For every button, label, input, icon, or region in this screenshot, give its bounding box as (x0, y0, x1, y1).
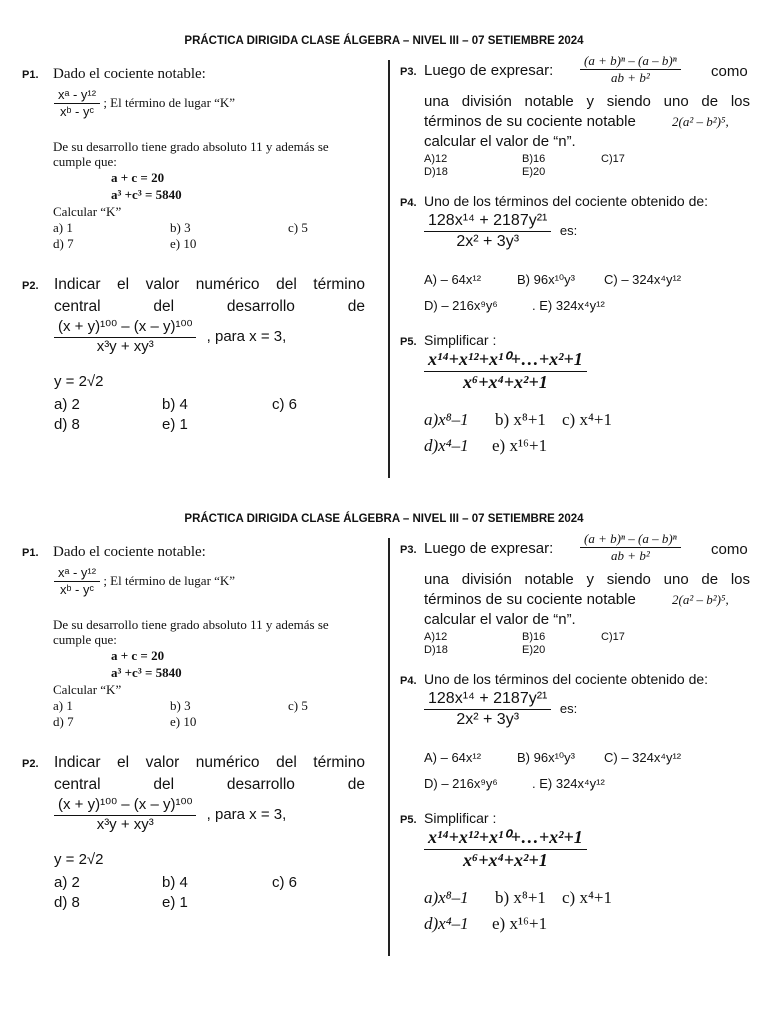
condition-1: a + c = 20 (111, 170, 165, 185)
option-c: c) 5 (288, 698, 308, 713)
worksheet-top (0, 0, 768, 478)
problem-1-question: Calcular “K” (53, 204, 122, 219)
problem-5-line1: Simplificar : (424, 810, 497, 826)
option-c: C) – 324x⁴y¹² (604, 750, 682, 765)
option-c: c) 6 (272, 874, 298, 891)
option-d: d) 7 (53, 236, 74, 251)
option-a: A)12 (424, 631, 448, 643)
option-c: C)17 (601, 631, 625, 643)
problem-2-condition: , para x = 3, (206, 327, 287, 345)
problem-1-term-text: ; El término de lugar “K” (103, 94, 236, 110)
y-value: y = 2√2 (54, 373, 104, 390)
fraction-denominator: ab + b² (611, 548, 650, 564)
problem-label: P5. (400, 814, 417, 826)
fraction-denominator: xᵇ - yᶜ (60, 104, 95, 120)
problem-label: P3. (400, 544, 417, 556)
option-b: b) 4 (162, 874, 188, 891)
option-e: E)20 (522, 166, 546, 178)
polynomial-fraction (54, 797, 196, 833)
problem-2-line1: Indicar el valor numérico del término (54, 754, 365, 771)
problem-1-intro: Dado el cociente notable: (53, 66, 206, 82)
fraction-numerator: (x + y)¹⁰⁰ – (x – y)¹⁰⁰ (54, 797, 196, 816)
problem-3-line4: calcular el valor de “n”. (424, 611, 576, 628)
fraction-numerator: x¹⁴+x¹²+x¹⁰+…+x²+1 (424, 828, 587, 850)
problem-1-line2: cumple que: (53, 632, 117, 647)
fraction-denominator: 2x² + 3y³ (456, 710, 520, 728)
worksheet-bottom (0, 478, 768, 956)
problem-label: P5. (400, 336, 417, 348)
option-a: a)x⁸–1 (424, 410, 469, 429)
option-a: A) – 64x¹² (424, 750, 482, 765)
problem-2-condition: , para x = 3, (206, 805, 287, 823)
problem-2-line1: Indicar el valor numérico del término (54, 276, 365, 293)
option-d: D)18 (424, 644, 448, 656)
option-a: A) – 64x¹² (424, 272, 482, 287)
fraction-numerator: (a + b)ⁿ – (a – b)ⁿ (580, 54, 681, 70)
fraction-numerator: (a + b)ⁿ – (a – b)ⁿ (580, 532, 681, 548)
column-divider (388, 538, 390, 956)
option-d: d) 8 (54, 894, 80, 911)
notable-quotient-fraction (54, 566, 100, 598)
fraction-numerator: xᵃ - y¹² (54, 88, 100, 104)
option-b: B) 96x¹⁰y³ (517, 272, 575, 287)
option-d: d) 7 (53, 714, 74, 729)
option-e: . E) 324x⁴y¹² (532, 776, 605, 791)
option-a: a)x⁸–1 (424, 888, 469, 907)
option-e: e) 10 (170, 236, 197, 251)
option-d: d)x⁴–1 (424, 914, 469, 933)
fraction-numerator: x¹⁴+x¹²+x¹⁰+…+x²+1 (424, 350, 587, 372)
worksheet-title: PRÁCTICA DIRIGIDA CLASE ÁLGEBRA – NIVEL III – 07 SETIEMBRE 2024 (184, 513, 584, 525)
simplify-fraction (424, 350, 587, 393)
problem-3-line3: términos de su cociente notable (424, 113, 636, 130)
problem-1-line1: De su desarrollo tiene grado absoluto 11 y además se (53, 617, 329, 632)
problem-label: P1. (22, 547, 39, 559)
problem-4-line1: Uno de los términos del cociente obtenido de: (424, 193, 709, 209)
fraction-denominator: ab + b² (611, 70, 650, 86)
problem-3-como: como (711, 541, 748, 558)
given-term: 2(a² – b²)⁵, (672, 114, 729, 129)
worksheet-title: PRÁCTICA DIRIGIDA CLASE ÁLGEBRA – NIVEL III – 07 SETIEMBRE 2024 (184, 35, 584, 47)
option-b: b) x⁸+1 (495, 888, 546, 907)
option-b: B) 96x¹⁰y³ (517, 750, 575, 765)
option-e: . E) 324x⁴y¹² (532, 298, 605, 313)
expression-fraction (580, 532, 681, 564)
given-term: 2(a² – b²)⁵, (672, 592, 729, 607)
fraction-denominator: x³y + xy³ (96, 337, 154, 355)
option-a: a) 1 (53, 698, 73, 713)
option-a: a) 2 (54, 396, 80, 413)
fraction-numerator: 128x¹⁴ + 2187y²¹ (424, 212, 551, 232)
problem-3-lead: Luego de expresar: (424, 540, 554, 557)
option-c: c) x⁴+1 (562, 888, 612, 907)
option-c: C)17 (601, 153, 625, 165)
dividend-fraction (424, 690, 551, 728)
problem-label: P4. (400, 675, 417, 687)
fraction-numerator: (x + y)¹⁰⁰ – (x – y)¹⁰⁰ (54, 319, 196, 338)
problem-4-es: es: (559, 701, 578, 717)
option-a: a) 1 (53, 220, 73, 235)
fraction-denominator: x³y + xy³ (96, 815, 154, 833)
condition-1: a + c = 20 (111, 648, 165, 663)
problem-label: P2. (22, 758, 39, 770)
option-a: a) 2 (54, 874, 80, 891)
problem-1-question: Calcular “K” (53, 682, 122, 697)
fraction-numerator: xᵃ - y¹² (54, 566, 100, 582)
problem-label: P1. (22, 69, 39, 81)
problem-4-line1: Uno de los términos del cociente obtenido de: (424, 671, 709, 687)
problem-3-line2: una división notable y siendo uno de los (424, 93, 750, 110)
column-divider (388, 60, 390, 478)
option-d: d)x⁴–1 (424, 436, 469, 455)
option-e: e) 1 (162, 894, 188, 911)
option-b: B)16 (522, 153, 546, 165)
problem-3-lead: Luego de expresar: (424, 62, 554, 79)
problem-3-line2: una división notable y siendo uno de los (424, 571, 750, 588)
option-c: c) 5 (288, 220, 308, 235)
option-e: e) 1 (162, 416, 188, 433)
problem-1-term-text: ; El término de lugar “K” (103, 572, 236, 588)
option-e: e) x¹⁶+1 (492, 436, 548, 455)
option-b: B)16 (522, 631, 546, 643)
option-c: c) x⁴+1 (562, 410, 612, 429)
option-b: b) x⁸+1 (495, 410, 546, 429)
problem-label: P2. (22, 280, 39, 292)
option-d: d) 8 (54, 416, 80, 433)
option-d: D) – 216x⁹y⁶ (424, 298, 498, 313)
simplify-fraction (424, 828, 587, 871)
notable-quotient-fraction (54, 88, 100, 120)
option-b: b) 4 (162, 396, 188, 413)
fraction-denominator: x⁶+x⁴+x²+1 (463, 371, 548, 392)
fraction-denominator: 2x² + 3y³ (456, 232, 520, 250)
condition-2: a³ +c³ = 5840 (111, 665, 182, 680)
problem-3-line3: términos de su cociente notable (424, 591, 636, 608)
problem-1-intro: Dado el cociente notable: (53, 544, 206, 560)
option-a: A)12 (424, 153, 448, 165)
problem-label: P4. (400, 197, 417, 209)
fraction-denominator: xᵇ - yᶜ (60, 582, 95, 598)
problem-1-line1: De su desarrollo tiene grado absoluto 11 y además se (53, 139, 329, 154)
fraction-numerator: 128x¹⁴ + 2187y²¹ (424, 690, 551, 710)
option-d: D)18 (424, 166, 448, 178)
option-e: E)20 (522, 644, 546, 656)
problem-2-line2: central del desarrollo de (54, 776, 365, 793)
dividend-fraction (424, 212, 551, 250)
problem-4-es: es: (559, 223, 578, 239)
problem-5-line1: Simplificar : (424, 332, 497, 348)
y-value: y = 2√2 (54, 851, 104, 868)
problem-3-line4: calcular el valor de “n”. (424, 133, 576, 150)
problem-label: P3. (400, 66, 417, 78)
fraction-denominator: x⁶+x⁴+x²+1 (463, 849, 548, 870)
option-e: e) 10 (170, 714, 197, 729)
option-d: D) – 216x⁹y⁶ (424, 776, 498, 791)
option-b: b) 3 (170, 220, 191, 235)
option-b: b) 3 (170, 698, 191, 713)
option-e: e) x¹⁶+1 (492, 914, 548, 933)
polynomial-fraction (54, 319, 196, 355)
problem-1-line2: cumple que: (53, 154, 117, 169)
option-c: C) – 324x⁴y¹² (604, 272, 682, 287)
option-c: c) 6 (272, 396, 298, 413)
condition-2: a³ +c³ = 5840 (111, 187, 182, 202)
problem-2-line2: central del desarrollo de (54, 298, 365, 315)
problem-3-como: como (711, 63, 748, 80)
expression-fraction (580, 54, 681, 86)
